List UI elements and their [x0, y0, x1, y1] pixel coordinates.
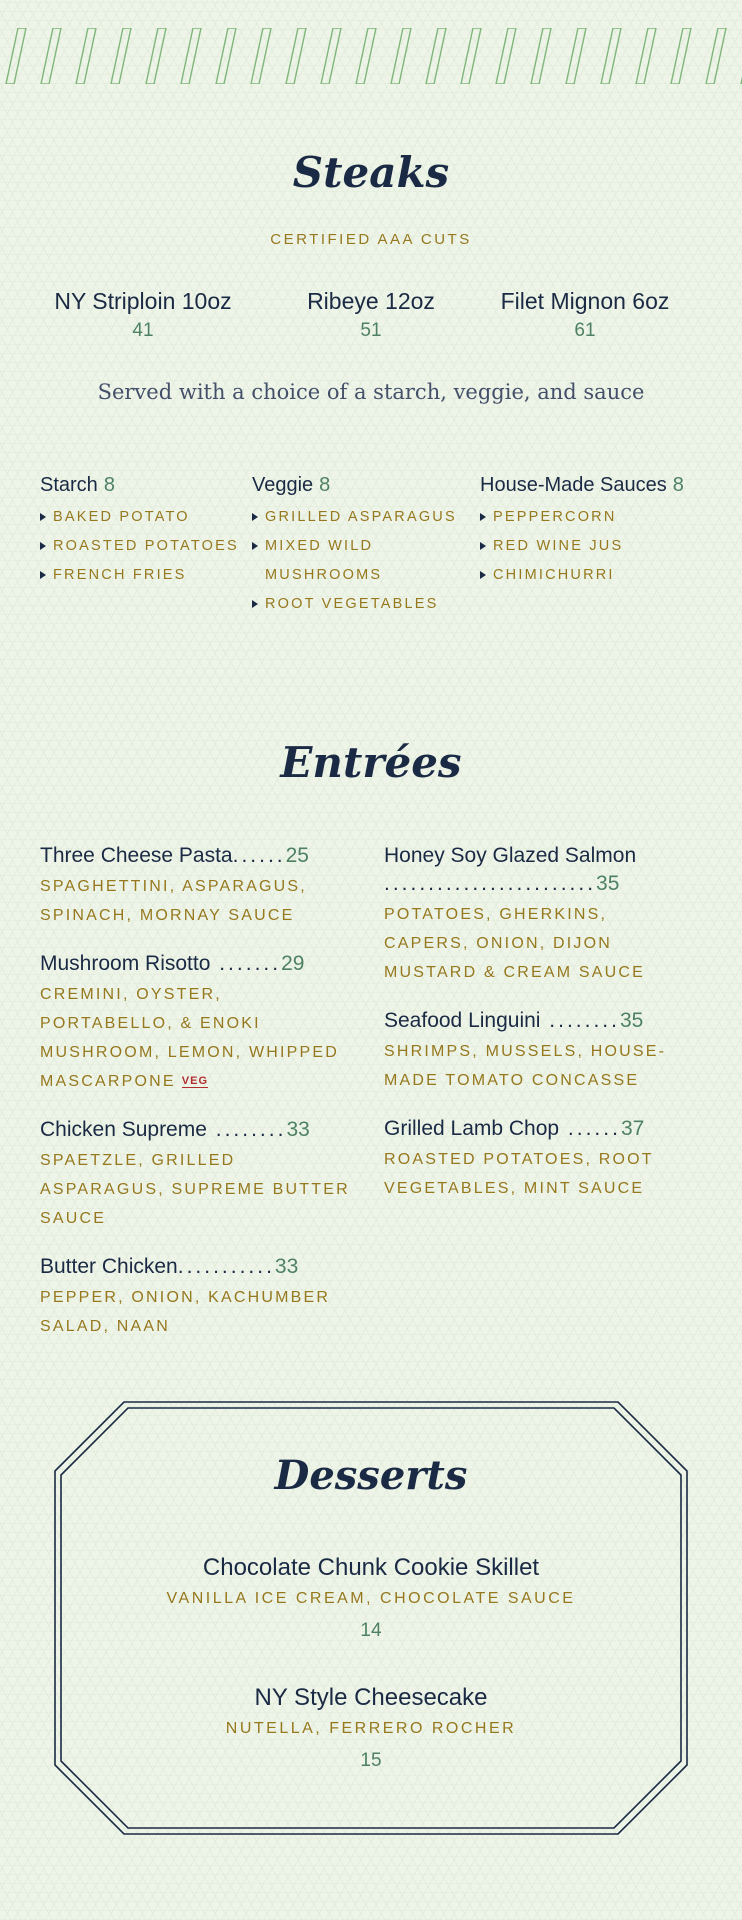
entree-price: 33 — [274, 1255, 299, 1278]
steak-price: 41 — [132, 320, 154, 341]
steak-price: 51 — [360, 320, 382, 341]
entree-description: SHRIMPS, MUSSELS, HOUSE-MADE TOMATO CONCASSE — [384, 1043, 667, 1089]
starch-label: Starch — [40, 474, 98, 496]
desserts-heading: Desserts — [274, 1452, 468, 1499]
stripe-mark — [146, 28, 166, 84]
entree-item — [384, 842, 684, 987]
entree-price: 29 — [281, 952, 305, 975]
starch-heading — [40, 474, 240, 497]
entree-name: Three Cheese Pasta — [40, 844, 233, 867]
entrees-heading: Entrées — [280, 738, 462, 787]
dot-leader: ........................ — [384, 872, 597, 895]
entree-item — [384, 1115, 684, 1203]
entree-item — [384, 1007, 684, 1095]
served-with-note: Served with a choice of a starch, veggie, and sauce — [97, 380, 645, 404]
dessert-name: NY Style Cheesecake — [254, 1684, 488, 1711]
sauces-heading — [480, 474, 730, 497]
sauces-label: House-Made Sauces — [480, 474, 667, 496]
steak-name: Filet Mignon 6oz — [500, 288, 670, 314]
stripe-mark — [321, 28, 341, 84]
dessert-description: NUTELLA, FERRERO ROCHER — [225, 1720, 517, 1737]
stripe-mark — [601, 28, 621, 84]
entree-price: 25 — [285, 844, 309, 867]
veggie-option: GRILLED ASPARAGUS — [252, 503, 462, 532]
entree-name: Mushroom Risotto — [40, 952, 211, 975]
veggie-option-line: MUSHROOMS — [265, 567, 383, 583]
stripe-mark — [531, 28, 551, 84]
entree-description: POTATOES, GHERKINS, CAPERS, ONION, DIJON MUSTARD & CREAM SAUCE — [384, 906, 646, 981]
sauces-price: 8 — [672, 474, 684, 496]
entree-price: 35 — [619, 1009, 644, 1032]
stripe-mark — [426, 28, 446, 84]
decorative-stripe-border — [0, 28, 742, 84]
starch-column — [40, 474, 240, 590]
stripe-mark — [671, 28, 691, 84]
steak-item — [480, 288, 690, 342]
dessert-price: 15 — [360, 1750, 382, 1771]
entrees-right-column — [384, 842, 684, 1223]
stripe-mark — [356, 28, 376, 84]
veggie-option: ROOT VEGETABLES — [252, 590, 462, 619]
stripe-mark — [216, 28, 236, 84]
veggie-option — [252, 532, 462, 590]
stripe-mark — [286, 28, 306, 84]
steak-name: Ribeye 12oz — [307, 288, 435, 314]
starch-option: BAKED POTATO — [40, 503, 240, 532]
entree-name: Seafood Linguini — [384, 1009, 541, 1032]
dot-leader: ........ — [540, 1009, 620, 1032]
entree-name: Grilled Lamb Chop — [384, 1117, 560, 1140]
stripe-mark — [6, 28, 26, 84]
dessert-item — [0, 1554, 742, 1642]
veggie-label: Veggie — [252, 474, 314, 496]
steak-price: 61 — [574, 320, 596, 341]
sauce-option: PEPPERCORN — [480, 503, 730, 532]
entree-item — [40, 1253, 350, 1341]
stripe-mark — [41, 28, 61, 84]
steak-item — [266, 288, 476, 342]
steak-name: NY Striploin 10oz — [54, 288, 232, 314]
stripe-mark — [566, 28, 586, 84]
entree-name: Honey Soy Glazed Salmon — [384, 844, 637, 867]
entree-description: SPAETZLE, GRILLED ASPARAGUS, SUPREME BUTTER SAUCE — [40, 1152, 350, 1227]
stripe-mark — [496, 28, 516, 84]
stripe-mark — [391, 28, 411, 84]
steak-item — [38, 288, 248, 342]
dessert-price: 14 — [360, 1620, 382, 1641]
dessert-description: VANILLA ICE CREAM, CHOCOLATE SAUCE — [166, 1590, 576, 1607]
entree-item — [40, 950, 350, 1096]
entree-name: Butter Chicken — [40, 1255, 178, 1278]
stripe-mark — [636, 28, 656, 84]
stripe-mark — [461, 28, 481, 84]
entree-description-text: CREMINI, OYSTER, PORTABELLO, & ENOKI MUSHROOM, LEMON, WHIPPED MASCARPONE — [40, 986, 340, 1090]
veggie-heading — [252, 474, 462, 497]
entree-name: Chicken Supreme — [40, 1118, 207, 1141]
sauce-option: RED WINE JUS — [480, 532, 730, 561]
stripe-mark — [181, 28, 201, 84]
stripe-mark — [706, 28, 726, 84]
steaks-subtitle: CERTIFIED AAA CUTS — [270, 231, 472, 248]
entree-description — [40, 980, 350, 1096]
stripe-mark — [251, 28, 271, 84]
sauces-column — [480, 474, 730, 590]
entree-description: ROASTED POTATOES, ROOT VEGETABLES, MINT SAUCE — [384, 1151, 654, 1197]
veggie-column — [252, 474, 462, 619]
entrees-left-column — [40, 842, 350, 1361]
dessert-name: Chocolate Chunk Cookie Skillet — [202, 1554, 540, 1581]
dessert-item — [0, 1684, 742, 1772]
vegetarian-badge: VEG — [181, 1075, 209, 1087]
stripe-mark — [111, 28, 131, 84]
dot-leader: ...... — [559, 1117, 621, 1140]
sauce-option: CHIMICHURRI — [480, 561, 730, 590]
entree-description: PEPPER, ONION, KACHUMBER SALAD, NAAN — [40, 1289, 331, 1335]
stripe-mark — [76, 28, 96, 84]
steaks-heading: Steaks — [292, 148, 450, 197]
starch-option: ROASTED POTATOES — [40, 532, 240, 561]
entree-price: 37 — [620, 1117, 645, 1140]
entree-item — [40, 842, 350, 930]
entree-price: 33 — [286, 1118, 310, 1141]
veggie-option-line: MIXED WILD — [265, 538, 374, 554]
starch-option: FRENCH FRIES — [40, 561, 240, 590]
veggie-price: 8 — [319, 474, 331, 496]
starch-price: 8 — [103, 474, 115, 496]
dot-leader: ....... — [210, 952, 282, 975]
entree-price: 35 — [596, 872, 620, 895]
dot-leader: ........... — [177, 1255, 275, 1278]
dot-leader: ........ — [206, 1118, 287, 1141]
entree-description: SPAGHETTINI, ASPARAGUS, SPINACH, MORNAY SAUCE — [40, 878, 307, 924]
entree-item — [40, 1116, 350, 1233]
dot-leader: ...... — [232, 844, 286, 867]
